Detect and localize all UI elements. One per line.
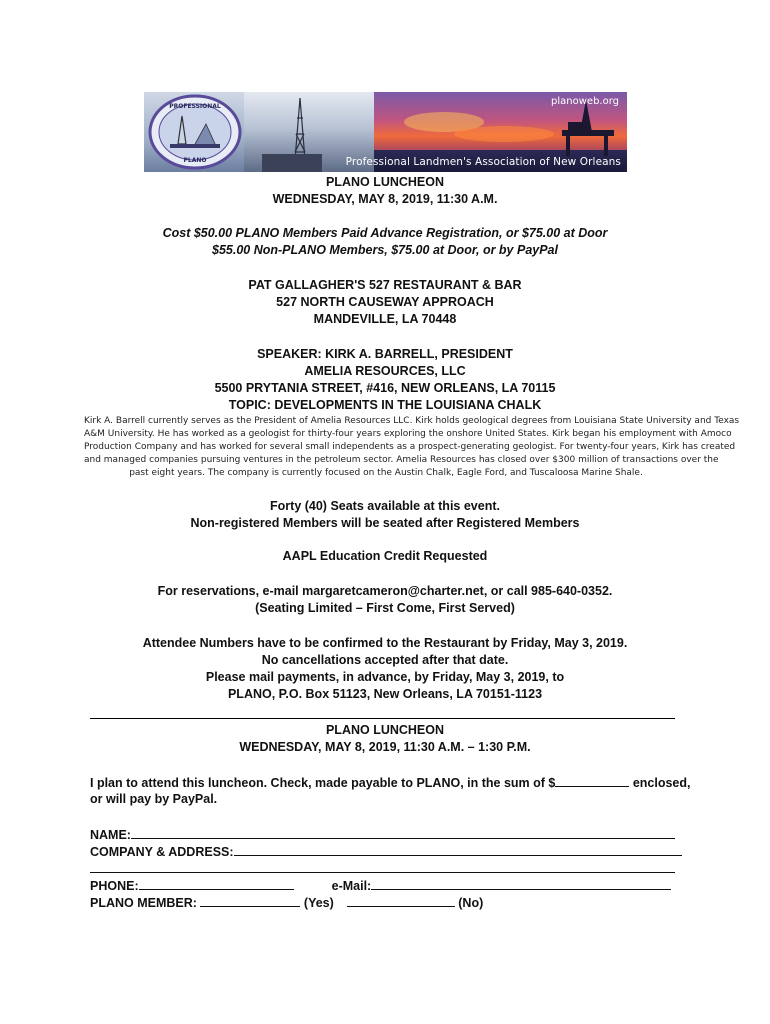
member-yes-field[interactable]: [200, 894, 300, 907]
event-title: PLANO LUNCHEON: [325, 175, 445, 189]
phone-label: PHONE:: [90, 879, 139, 893]
mailing-address: PLANO, P.O. Box 51123, New Orleans, LA 70151-1123: [227, 687, 543, 701]
paypal-statement: or will pay by PayPal.: [90, 792, 218, 806]
seating-limited: (Seating Limited – First Come, First Served): [255, 601, 515, 615]
plan-enclosed: enclosed,: [629, 776, 691, 790]
email-field[interactable]: [371, 877, 671, 890]
form-date: WEDNESDAY, MAY 8, 2019, 11:30 A.M. – 1:30 P.M.: [239, 740, 531, 754]
website-url[interactable]: planoweb.org: [551, 96, 619, 107]
address-row: [90, 860, 675, 878]
speaker-bio: [84, 415, 740, 480]
company-row: [90, 843, 682, 861]
bio-line: Production Company and has worked for several small independents as a prospect-generating geologist. For twenty-four years, Kirk has created: [84, 442, 736, 452]
phone-field[interactable]: [139, 877, 294, 890]
member-label: PLANO MEMBER:: [90, 896, 197, 910]
plano-seal-logo: [148, 94, 242, 170]
address-continuation-field[interactable]: [90, 860, 675, 873]
plan-statement: [90, 774, 690, 792]
bio-line: past eight years. The company is currently focused on the Austin Chalk, Eagle Ford, and Tuscaloosa Marine Shale.: [129, 468, 643, 478]
association-tagline: Professional Landmen's Association of New Orleans: [345, 156, 621, 168]
event-date: WEDNESDAY, MAY 8, 2019, 11:30 A.M.: [272, 192, 498, 206]
yes-label: (Yes): [303, 896, 334, 910]
seats-available: Forty (40) Seats available at this event.: [270, 499, 500, 513]
speaker-address: 5500 PRYTANIA STREET, #416, NEW ORLEANS, LA 70115: [214, 381, 556, 395]
name-label: NAME:: [90, 828, 131, 842]
rig-base: [262, 154, 322, 172]
plan-text: I plan to attend this luncheon. Check, made payable to PLANO, in the sum of $: [90, 776, 556, 790]
phone-email-row: [90, 877, 671, 895]
venue-name: PAT GALLAGHER'S 527 RESTAURANT & BAR: [248, 278, 522, 292]
no-cancellations: No cancellations accepted after that date.: [261, 653, 509, 667]
confirm-deadline: Attendee Numbers have to be confirmed to the Restaurant by Friday, May 3, 2019.: [142, 636, 628, 650]
mail-payments: Please mail payments, in advance, by Friday, May 3, 2019, to: [205, 670, 565, 684]
name-field[interactable]: [131, 826, 675, 839]
bio-line: Kirk A. Barrell currently serves as the President of Amelia Resources LLC. Kirk holds geological degrees from Louisiana State University and Texas: [84, 416, 740, 426]
cut-line-divider: [90, 718, 675, 719]
amount-field[interactable]: [555, 774, 629, 787]
bio-line: and managed companies pursuing ventures in the petroleum sector. Amelia Resources has closed over $300 million of transactions over the: [84, 455, 719, 465]
member-no-field[interactable]: [347, 894, 455, 907]
email-label: e-Mail:: [331, 879, 372, 893]
education-credit: AAPL Education Credit Requested: [282, 549, 488, 563]
cost-non-members: $55.00 Non-PLANO Members, $75.00 at Door, or by PayPal: [212, 243, 558, 257]
speaker-name: SPEAKER: KIRK A. BARRELL, PRESIDENT: [257, 347, 513, 361]
speaker-company: AMELIA RESOURCES, LLC: [304, 364, 466, 378]
svg-text:PLANO: PLANO: [183, 157, 207, 164]
header-banner: [144, 92, 627, 172]
form-title: PLANO LUNCHEON: [325, 723, 445, 737]
company-address-field[interactable]: [234, 843, 682, 856]
seating-policy: Non-registered Members will be seated after Registered Members: [190, 516, 580, 530]
cost-members: Cost $50.00 PLANO Members Paid Advance Registration, or $75.00 at Door: [162, 226, 608, 240]
bio-line: A&M University. He has worked as a geologist for thirty-four years exploring the onshore United States. Kirk began his employment with Amoco: [84, 429, 732, 439]
member-row: [90, 894, 483, 912]
venue-street: 527 NORTH CAUSEWAY APPROACH: [276, 295, 494, 309]
svg-text:PROFESSIONAL: PROFESSIONAL: [169, 103, 221, 110]
no-label: (No): [458, 896, 484, 910]
topic: TOPIC: DEVELOPMENTS IN THE LOUISIANA CHALK: [228, 398, 542, 412]
company-label: COMPANY & ADDRESS:: [90, 845, 234, 859]
reservations-contact: For reservations, e-mail margaretcameron@charter.net, or call 985-640-0352.: [157, 584, 613, 598]
venue-city: MANDEVILLE, LA 70448: [313, 312, 457, 326]
name-row: [90, 826, 675, 844]
